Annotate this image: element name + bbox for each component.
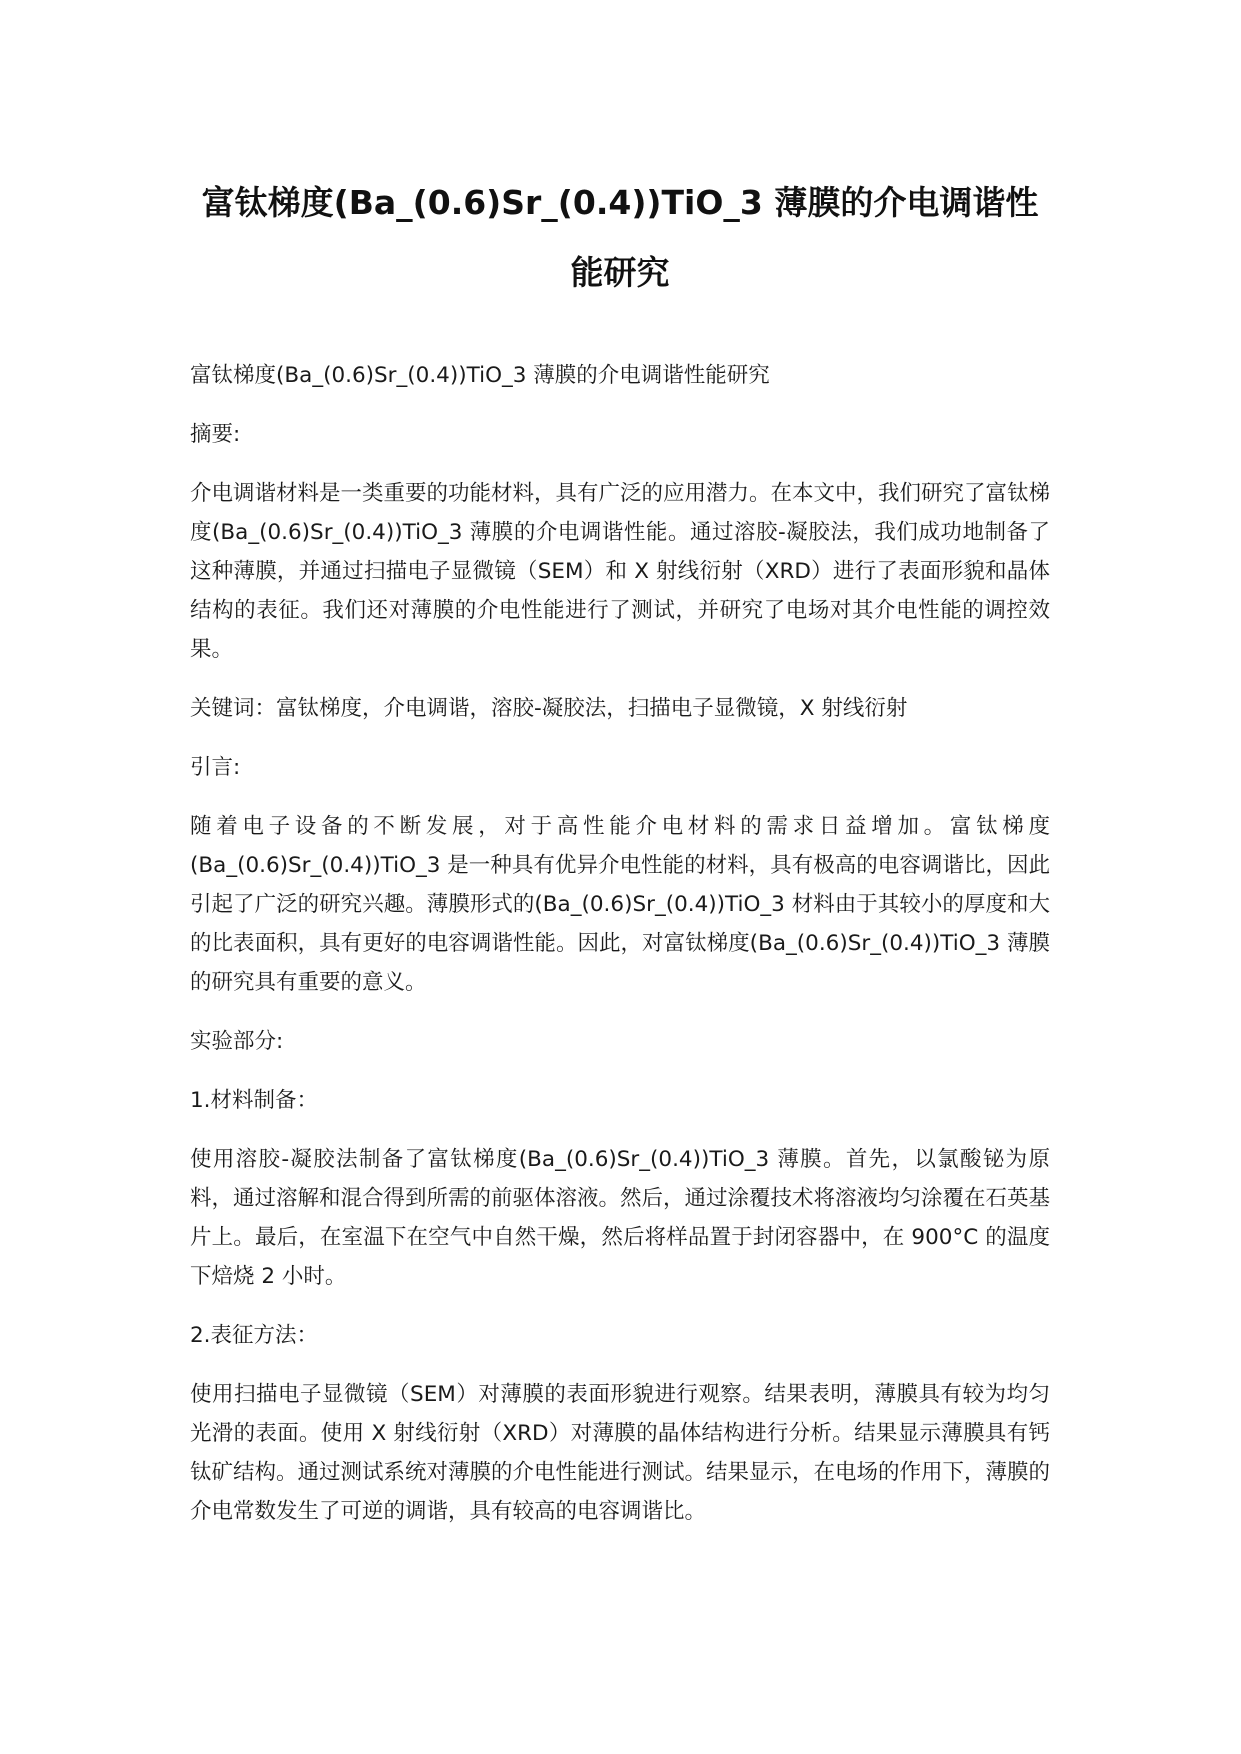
abstract-heading: 摘要: [190, 422, 241, 447]
section-1-paragraph: 使用溶胶-凝胶法制备了富钛梯度(Ba_(0.6)Sr_(0.4))TiO_3 薄膜。首先，以氯酸铋为原料，通过溶解和混合得到所需的前驱体溶液。然后，通过涂覆技术将溶液均匀涂覆在石英基片上。最后，在室温下在空气中自然干燥，然后将样品置于封闭容器中，在 900°C 的温度下焙烧 2 小时。 [190, 1147, 1051, 1289]
intro-paragraph: 随着电子设备的不断发展，对于高性能介电材料的需求日益增加。富钛梯度(Ba_(0.6)Sr_(0.4))TiO_3 是一种具有优异介电性能的材料，具有极高的电容调谐比，因此引起了广泛的研究兴趣。薄膜形式的(Ba_(0.6)Sr_(0.4))TiO_3 材料由于其较小的厚度和大的比表面积，具有更好的电容调谐性能。因此，对富钛梯度(Ba_(0.6)Sr_(0.4))TiO_3 薄膜的研究具有重要的意义。 [190, 814, 1050, 995]
subtitle: 富钛梯度(Ba_(0.6)Sr_(0.4))TiO_3 薄膜的介电调谐性能研究 [190, 363, 770, 388]
abstract-paragraph: 介电调谐材料是一类重要的功能材料，具有广泛的应用潜力。在本文中，我们研究了富钛梯度(Ba_(0.6)Sr_(0.4))TiO_3 薄膜的介电调谐性能。通过溶胶-凝胶法，我们成功地制备了这种薄膜，并通过扫描电子显微镜（SEM）和 X 射线衍射（XRD）进行了表面形貌和晶体结构的表征。我们还对薄膜的介电性能进行了测试，并研究了电场对其介电性能的调控效果。 [190, 481, 1051, 662]
section-1-heading: 1.材料制备： [190, 1088, 319, 1113]
document-title: 富钛梯度(Ba_(0.6)Sr_(0.4))TiO_3 薄膜的介电调谐性能研究 [201, 183, 1039, 292]
document-body [190, 356, 1050, 1551]
experiment-heading: 实验部分: [190, 1029, 284, 1054]
intro-heading: 引言: [190, 755, 241, 780]
section-2-heading: 2.表征方法： [190, 1323, 319, 1348]
keywords: 关键词：富钛梯度，介电调谐，溶胶-凝胶法，扫描电子显微镜，X 射线衍射 [190, 696, 908, 721]
section-2-paragraph: 使用扫描电子显微镜（SEM）对薄膜的表面形貌进行观察。结果表明，薄膜具有较为均匀光滑的表面。使用 X 射线衍射（XRD）对薄膜的晶体结构进行分析。结果显示薄膜具有钙钛矿结构。通过测试系统对薄膜的介电性能进行测试。结果显示，在电场的作用下，薄膜的介电常数发生了可逆的调谐，具有较高的电容调谐比。 [190, 1382, 1051, 1524]
